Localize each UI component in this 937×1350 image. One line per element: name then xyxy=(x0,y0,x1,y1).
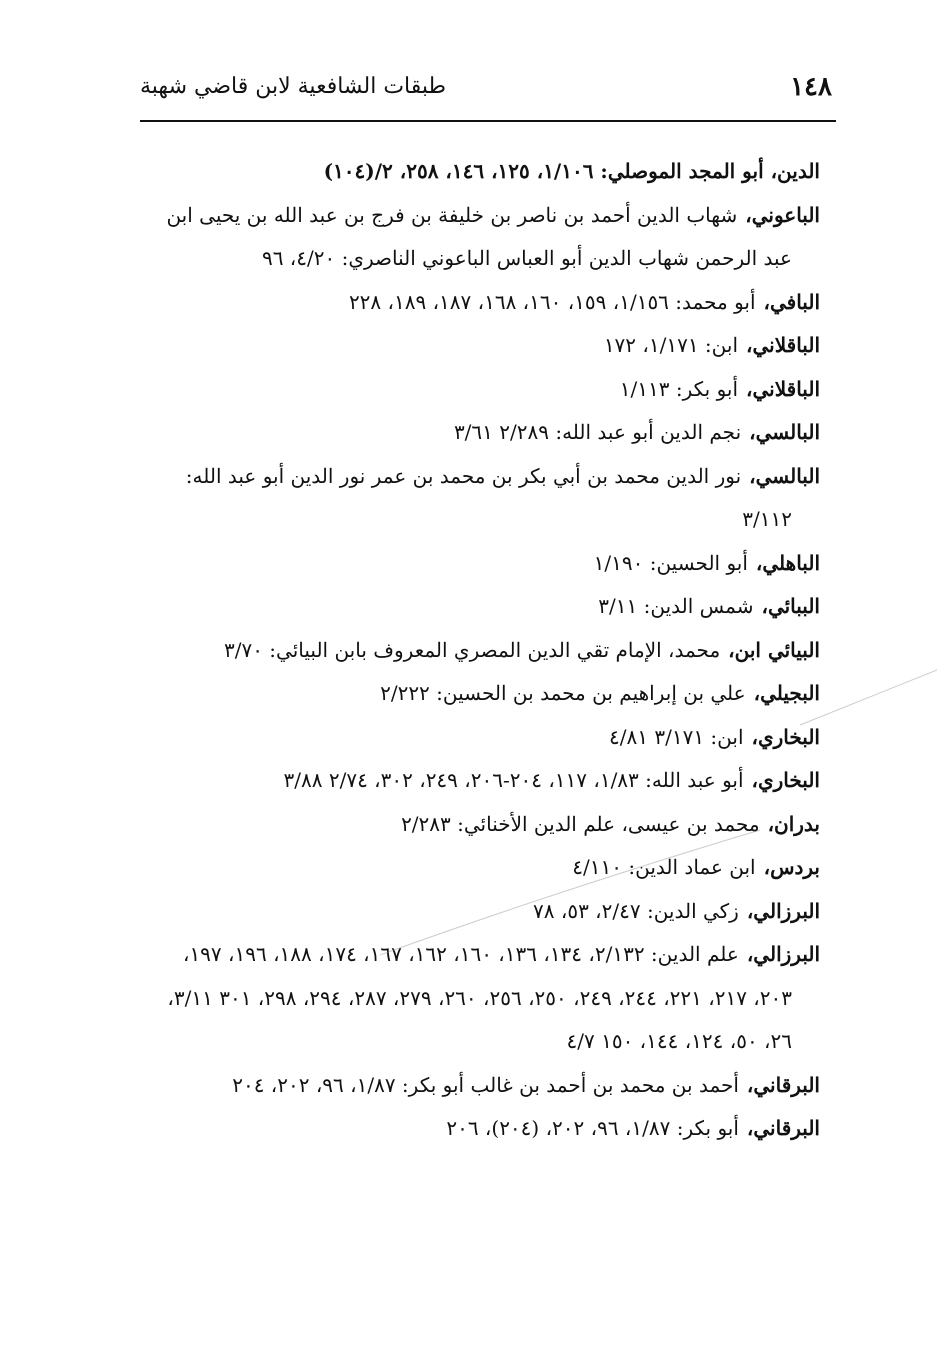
entry-text: شمس الدين: ٣/١١ xyxy=(598,594,754,618)
entry-text: ابن: ٣/١٧١ ٤/٨١ xyxy=(609,724,744,749)
entry-text: أحمد بن محمد بن أحمد بن غالب أبو بكر: ١/٨٧، ٩٦، ٢٠٢، ٢٠٤ xyxy=(232,1072,739,1097)
page-header xyxy=(140,70,832,110)
index-entry xyxy=(140,194,832,281)
entry-name: البافي، xyxy=(763,289,820,314)
index-entry xyxy=(140,411,832,455)
entry-text: زكي الدين: ٢/٤٧، ٥٣، ٧٨ xyxy=(533,898,739,923)
entry-name: الباهلي، xyxy=(755,550,820,575)
entry-text: شهاب الدين أحمد بن ناصر بن خليفة بن فرج بن عبد الله بن يحيى ابن عبد الرحمن شهاب الدين أبو العباس الباعوني الناصري: ٤/٢٠، ٩٦ xyxy=(166,202,792,270)
entry-text: ابن عماد الدين: ٤/١١٠ xyxy=(572,855,756,879)
entry-text: أبو محمد: ١/١٥٦، ١٥٩، ١٦٠، ١٦٨، ١٨٧، ١٨٩، ٢٢٨ xyxy=(348,289,756,314)
index-entry xyxy=(140,1064,832,1108)
page-number: ١٤٨ xyxy=(790,72,832,102)
index-entry xyxy=(140,803,832,847)
entry-name: الباقلاني، xyxy=(746,333,820,357)
entry-name: البالسي، xyxy=(749,463,820,488)
entry-text: محمد بن عيسى، علم الدين الأخنائي: ٢/٢٨٣ xyxy=(401,811,760,836)
entry-text: نجم الدين أبو عبد الله: ٢/٢٨٩ ٣/٦١ xyxy=(453,420,742,444)
header-rule xyxy=(140,120,836,122)
entry-name: البالسي، xyxy=(749,420,820,444)
index-entry xyxy=(140,716,832,760)
index-entry xyxy=(140,759,832,803)
index-entry xyxy=(140,933,832,1064)
index-entry xyxy=(140,672,832,716)
index-entry xyxy=(140,846,832,890)
entry-name: الباقلاني، xyxy=(746,376,820,401)
entry-text: أبو عبد الله: ١/٨٣، ١١٧، ٢٠٤-٢٠٦، ٢٤٩، ٣٠٢، ٢/٧٤ ٣/٨٨ xyxy=(283,768,744,792)
entry-name: البرزالي، xyxy=(746,942,820,966)
entry-name: البرقاني، xyxy=(746,1116,820,1140)
entry-text: علم الدين: ٢/١٣٢، ١٣٤، ١٣٦، ١٦٠، ١٦٢، ١٦٧، ١٧٤، ١٨٨، ١٩٦، ١٩٧، ٢٠٣، ٢١٧، ٢٢١، ٢٤٤، ٢٤٩، ٢٥٠، ٢٥٦، ٢٦٠، ٢٧٩، ٢٨٧، ٢٩٤، ٢٩٨، ٣٠١ ٣/١١، ٢٦، ٥٠، ١٢٤، ١٤٤، ١٥٠ ٤/٧ xyxy=(167,942,792,1053)
entry-text: نور الدين محمد بن أبي بكر بن محمد بن عمر نور الدين أبو عبد الله: ٣/١١٢ xyxy=(185,463,792,531)
index-entry xyxy=(140,629,832,673)
entry-name: البرزالي، xyxy=(746,898,820,923)
entry-name: البيائي ابن، xyxy=(728,637,820,662)
entry-name: بردس، xyxy=(763,855,820,879)
entry-name: البجيلي، xyxy=(753,681,820,705)
index-entry xyxy=(140,1107,832,1151)
index-entry xyxy=(140,150,832,194)
running-title: طبقات الشافعية لابن قاضي شهبة xyxy=(140,74,447,99)
index-entry xyxy=(140,281,832,325)
entry-text: محمد، الإمام تقي الدين المصري المعروف بابن البيائي: ٣/٧٠ xyxy=(223,637,721,662)
index-entry xyxy=(140,324,832,368)
entry-text: أبو بكر: ١/١١٣ xyxy=(619,376,739,401)
index-entry xyxy=(140,542,832,586)
entry-name: البخاري، xyxy=(751,768,820,792)
entry-text: الدين، أبو المجد الموصلي: ١/١٠٦، ١٢٥، ١٤٦، ٢٥٨، ٢/(١٠٤) xyxy=(323,159,820,183)
entry-text: أبو الحسين: ١/١٩٠ xyxy=(593,550,748,575)
index-entries xyxy=(140,150,832,1151)
entry-name: بدران، xyxy=(767,811,820,836)
entry-name: الباعوني، xyxy=(745,202,820,227)
entry-name: البخاري، xyxy=(751,724,820,749)
index-entry xyxy=(140,455,832,542)
index-entry xyxy=(140,368,832,412)
entry-text: علي بن إبراهيم بن محمد بن الحسين: ٢/٢٢٢ xyxy=(380,681,746,705)
index-entry xyxy=(140,585,832,629)
index-entry xyxy=(140,890,832,934)
entry-text: أبو بكر: ١/٨٧، ٩٦، ٢٠٢، (٢٠٤)، ٢٠٦ xyxy=(446,1116,739,1140)
entry-text: ابن: ١/١٧١، ١٧٢ xyxy=(603,333,739,357)
entry-name: البرقاني، xyxy=(746,1072,820,1097)
entry-name: الببائي، xyxy=(761,594,820,618)
